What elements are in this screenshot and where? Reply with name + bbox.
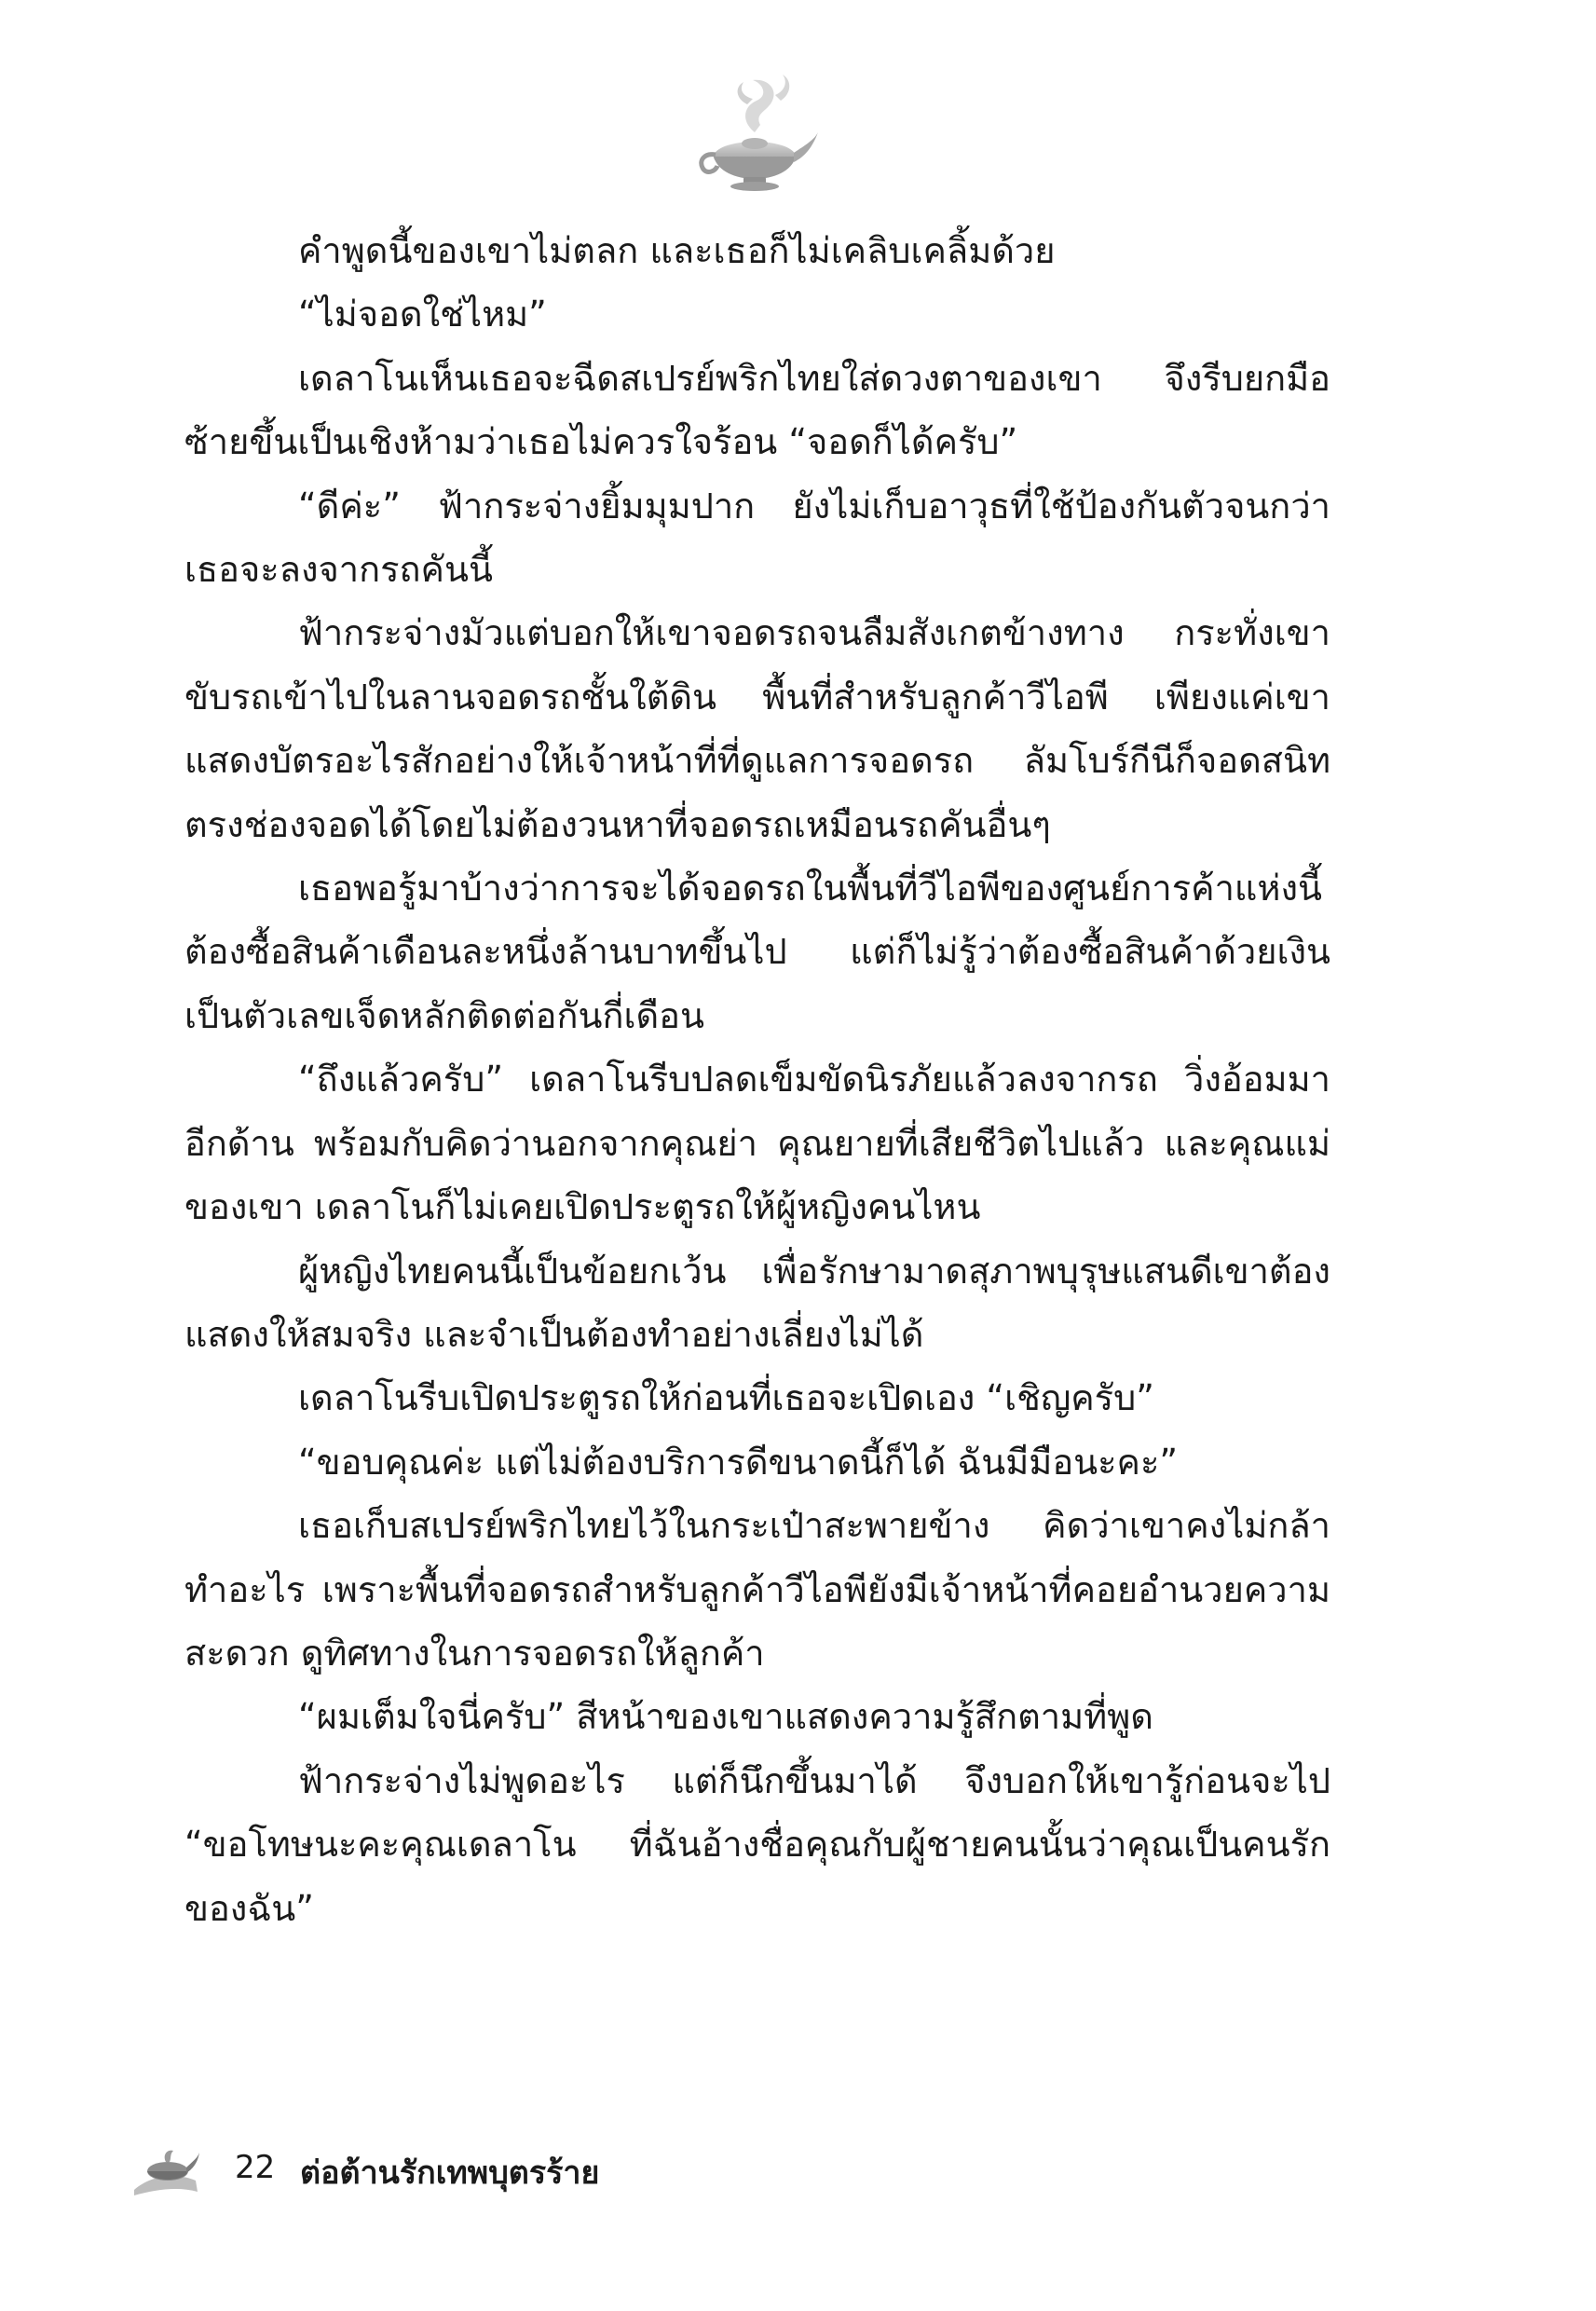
paragraph: เธอพอรู้มาบ้างว่าการจะได้จอดรถในพื้นที่วีไอพีของศูนย์การค้าแห่งนี้ต้องซื้อสินค้าเดือนละหนึ่งล้านบาทขึ้นไป แต่ก็ไม่รู้ว่าต้องซื้อสินค้าด้วยเงินเป็นตัวเลขเจ็ดหลักติดต่อกันกี่เดือน bbox=[184, 868, 1330, 1036]
paragraph: คำพูดนี้ของเขาไม่ตลก และเธอก็ไม่เคลิบเคลิ้มด้วย bbox=[298, 230, 1056, 271]
paragraph: “ถึงแล้วครับ” เดลาโนรีบปลดเข็มขัดนิรภัยแล้วลงจากรถ วิ่งอ้อมมาอีกด้าน พร้อมกับคิดว่านอกจากคุณย่า คุณยายที่เสียชีวิตไปแล้ว และคุณแม่ของเขา เดลาโนก็ไม่เคยเปิดประตูรถให้ผู้หญิงคนไหน bbox=[184, 1059, 1330, 1228]
chapter-body-text bbox=[184, 219, 1330, 1940]
lamp-footer-icon bbox=[130, 2143, 201, 2199]
paragraph: ผู้หญิงไทยคนนี้เป็นข้อยกเว้น เพื่อรักษามาดสุภาพบุรุษแสนดีเขาต้องแสดงให้สมจริง และจำเป็นต้องทำอย่างเลี่ยงไม่ได้ bbox=[184, 1250, 1330, 1355]
paragraph: “ดีค่ะ” ฟ้ากระจ่างยิ้มมุมปาก ยังไม่เก็บอาวุธที่ใช้ป้องกันตัวจนกว่าเธอจะลงจากรถคันนี้ bbox=[184, 485, 1330, 591]
magic-lamp-icon bbox=[689, 67, 820, 198]
book-title: ต่อต้านรักเทพบุตรร้าย bbox=[300, 2154, 600, 2192]
paragraph: “ไม่จอดใช่ไหม” bbox=[298, 294, 547, 335]
page-number: 22 bbox=[235, 2149, 276, 2186]
paragraph: “ขอบคุณค่ะ แต่ไม่ต้องบริการดีขนาดนี้ก็ได้ ฉันมีมือนะคะ” bbox=[298, 1441, 1179, 1483]
paragraph: “ผมเต็มใจนี่ครับ” สีหน้าของเขาแสดงความรู้สึกตามที่พูด bbox=[298, 1696, 1153, 1738]
paragraph: ฟ้ากระจ่างไม่พูดอะไร แต่ก็นึกขึ้นมาได้ จึงบอกให้เขารู้ก่อนจะไป “ขอโทษนะคะคุณเดลาโน ที่ฉันอ้างชื่อคุณกับผู้ชายคนนั้นว่าคุณเป็นคนรักของฉัน” bbox=[184, 1759, 1330, 1929]
paragraph: ฟ้ากระจ่างมัวแต่บอกให้เขาจอดรถจนลืมสังเกตข้างทาง กระทั่งเขาขับรถเข้าไปในลานจอดรถชั้นใต้ดิน พื้นที่สำหรับลูกค้าวีไอพี เพียงแค่เขาแสดงบัตรอะไรสักอย่างให้เจ้าหน้าที่ที่ดูแลการจอดรถ ลัมโบร์กีนีก็จอดสนิทตรงช่องจอดได้โดยไม่ต้องวนหาที่จอดรถเหมือนรถคันอื่นๆ bbox=[184, 612, 1330, 845]
paragraph: เธอเก็บสเปรย์พริกไทยไว้ในกระเป๋าสะพายข้าง คิดว่าเขาคงไม่กล้าทำอะไร เพราะพื้นที่จอดรถสำหรับลูกค้าวีไอพียังมีเจ้าหน้าที่คอยอำนวยความสะดวก ดูทิศทางในการจอดรถให้ลูกค้า bbox=[184, 1505, 1330, 1674]
paragraph: เดลาโนเห็นเธอจะฉีดสเปรย์พริกไทยใส่ดวงตาของเขา จึงรีบยกมือซ้ายขึ้นเป็นเชิงห้ามว่าเธอไม่ควรใจร้อน “จอดก็ได้ครับ” bbox=[184, 357, 1330, 463]
paragraph: เดลาโนรีบเปิดประตูรถให้ก่อนที่เธอจะเปิดเอง “เชิญครับ” bbox=[298, 1377, 1154, 1419]
page-footer bbox=[130, 2143, 1062, 2199]
